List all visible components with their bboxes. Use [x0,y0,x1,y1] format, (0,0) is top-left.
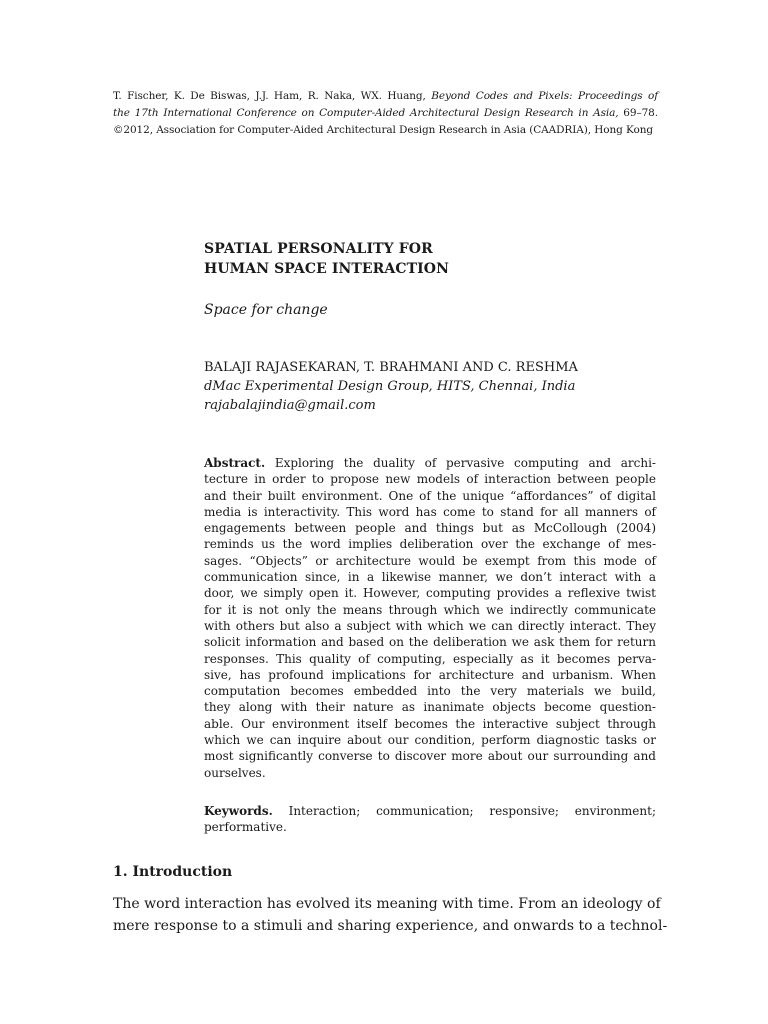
abstract-line: responses. This quality of computing, especially as it becomes perva- [204,651,656,666]
abstract-line: which we can inquire about our condition, perform diagnostic tasks or [204,733,656,748]
body-line: The word interaction has evolved its meaning with time. From an ideology of [113,896,661,912]
abstract-line: able. Our environment itself becomes the interactive subject through [204,716,656,731]
abstract-line: and their built environment. One of the unique “affordances” of digital [204,488,656,503]
abstract-line: for it is not only the means through which we indirectly communicate [204,602,656,617]
abstract-line: solicit information and based on the deliberation we ask them for return [204,635,656,650]
section-heading: 1. Introduction [113,864,233,880]
keywords [204,803,656,836]
citation-line-1 [113,88,658,105]
abstract-line: most significantly converse to discover more about our surrounding and [204,749,656,764]
abstract-line: ourselves. [204,765,266,780]
abstract-line: reminds us the word implies deliberation over the exchange of mes- [204,537,656,552]
citation-book-title: Beyond Codes and Pixels: Proceedings of [431,90,658,102]
author-block [204,358,656,415]
keywords-text: Interaction; communication; responsive; environment; [272,804,656,818]
abstract-line: communication since, in a likewise manner, we don’t interact with a [204,570,656,585]
paper-title [204,239,624,279]
author-names: BALAJI RAJASEKARAN, T. BRAHMANI AND C. RESHMA [204,360,578,375]
abstract-text: Exploring the duality of pervasive computing and archi- [265,456,656,470]
citation-header [113,88,658,139]
abstract-line: with others but also a subject with which we can directly interact. They [204,618,656,633]
keywords-label: Keywords. [204,804,273,818]
citation-authors: T. Fischer, K. De Biswas, J.J. Ham, R. Naka, WX. Huang, [113,90,432,102]
citation-conference: the 17th International Conference on Computer-Aided Architectural Design Research in Asia, [113,107,624,119]
abstract-line: media is interactivity. This word has come to stand for all manners of [204,504,656,519]
author-affiliation: dMac Experimental Design Group, HITS, Chennai, India [204,379,576,394]
paper-subtitle: Space for change [204,302,328,318]
citation-pages: 69–78. [623,107,658,119]
paper-title-line-2: HUMAN SPACE INTERACTION [204,261,449,277]
body-line: mere response to a stimuli and sharing experience, and onwards to a technol- [113,918,668,934]
abstract-line: sages. “Objects” or architecture would be exempt from this mode of [204,553,656,568]
abstract-line: tecture in order to propose new models of interaction between people [204,472,656,487]
citation-line-2 [113,105,658,122]
body-text [113,893,668,937]
abstract-line: computation becomes embedded into the very materials we build, [204,684,656,699]
abstract-line: door, we simply open it. However, computing provides a reflexive twist [204,586,656,601]
paper-title-line-1: SPATIAL PERSONALITY FOR [204,241,433,257]
citation-line-3: ©2012, Association for Computer-Aided Architectural Design Research in Asia (CAADRIA), Hong Kong [113,124,654,136]
keywords-line: performative. [204,820,287,835]
abstract-label: Abstract. [204,456,266,470]
keywords-line [204,803,656,819]
author-email[interactable]: rajabalajindia@gmail.com [204,398,376,413]
abstract [204,455,656,781]
abstract-line: they along with their nature as inanimate objects become question- [204,700,656,715]
abstract-line [204,455,656,471]
abstract-line: engagements between people and things but as McCollough (2004) [204,521,656,536]
abstract-line: sive, has profound implications for architecture and urbanism. When [204,667,656,682]
